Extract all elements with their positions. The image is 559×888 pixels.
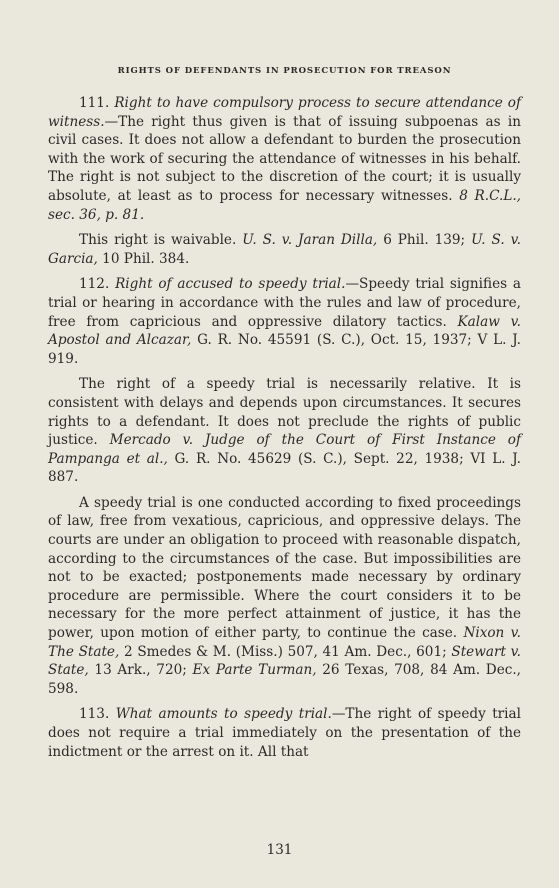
paragraph <box>48 275 521 368</box>
page-number: 131 <box>266 842 293 858</box>
paragraph <box>48 231 521 268</box>
paragraph <box>48 494 521 699</box>
italic-run: What amounts to speedy trial. <box>115 706 332 723</box>
text-run: This right is waivable. <box>79 232 243 249</box>
italic-run: Mercado v. Judge of the Court of First Instance of Pampanga et al., <box>48 432 521 467</box>
running-header: RIGHTS OF DEFENDANTS IN PROSECUTION FOR TREASON <box>117 66 452 76</box>
text-run: 10 Phil. 384. <box>97 250 190 267</box>
italic-run: Ex Parte Turman, <box>192 662 317 679</box>
text-run: 112. <box>79 276 116 293</box>
text-run: —The right thus given is that of issuing subpoenas as in civil cases. It does not allow a defendant to burden the prosecution with the work of securing the attendance of witnesses in his behalf. The right is not subject to the discretion of the court; it is usually absolute, at least as to process for necessary witnesses. <box>48 113 521 204</box>
text-run: 2 Smedes & M. (Miss.) 507, 41 Am. Dec., 601; <box>119 643 452 660</box>
body-text <box>48 94 521 761</box>
text-run: —The right of speedy trial does not require a trial immediately on the presentation of the indictment or the arrest on it. All that <box>48 706 521 760</box>
paragraph <box>48 375 521 487</box>
text-run: The right of a speedy trial is necessarily relative. It is consistent with delays and depends upon circumstances. It secures rights to a defendant. It does not preclude the rights of public justice. <box>48 376 521 449</box>
italic-run: Stewart v. State, <box>48 643 521 679</box>
text-run: 13 Ark., 720; <box>88 662 193 679</box>
paragraph <box>48 705 521 761</box>
text-run: —Speedy trial signifies a trial or hearing in accordance with the rules and law of procedure, free from capricious and oppressive dilatory tactics. <box>48 276 521 330</box>
text-run: G. R. No. 45629 (S. C.), Sept. 22, 1938; VI L. J. 887. <box>48 450 521 486</box>
paragraph <box>48 94 521 224</box>
italic-run: Kalaw v. Apostol and Alcazar, <box>48 313 521 349</box>
italic-run: 8 R.C.L., sec. 36, p. 81. <box>48 187 521 223</box>
italic-run: U. S. v. Jaran Dilla, <box>242 232 378 249</box>
text-run: 6 Phil. 139; <box>377 232 472 249</box>
italic-run: Right to have compulsory process to secure attendance of witness. <box>48 95 521 130</box>
text-run: 26 Texas, 708, 84 Am. Dec., 598. <box>48 662 521 697</box>
text-run: 113. <box>79 706 116 723</box>
text-run: A speedy trial is one conducted according to fixed proceedings of law, free from vexatious, capricious, and oppressive delays. The courts are under an obligation to proceed with reasonable dispatch, according to the circumstances of the case. But impossibilities are not to be exacted; postponements made necessary by ordinary procedure are permissible. Where the court considers it to be necessary for the more perfect attainment of justice, it has the power, upon motion of either party, to continue the case. <box>48 494 521 642</box>
italic-run: Nixon v. The State, <box>48 625 521 660</box>
text-run: 111. <box>79 95 115 111</box>
italic-run: U. S. v. Garcia, <box>48 232 521 267</box>
italic-run: Right of accused to speedy trial. <box>115 276 346 293</box>
text-run: G. R. No. 45591 (S. C.), Oct. 15, 1937; V L. J. 919. <box>48 332 521 367</box>
